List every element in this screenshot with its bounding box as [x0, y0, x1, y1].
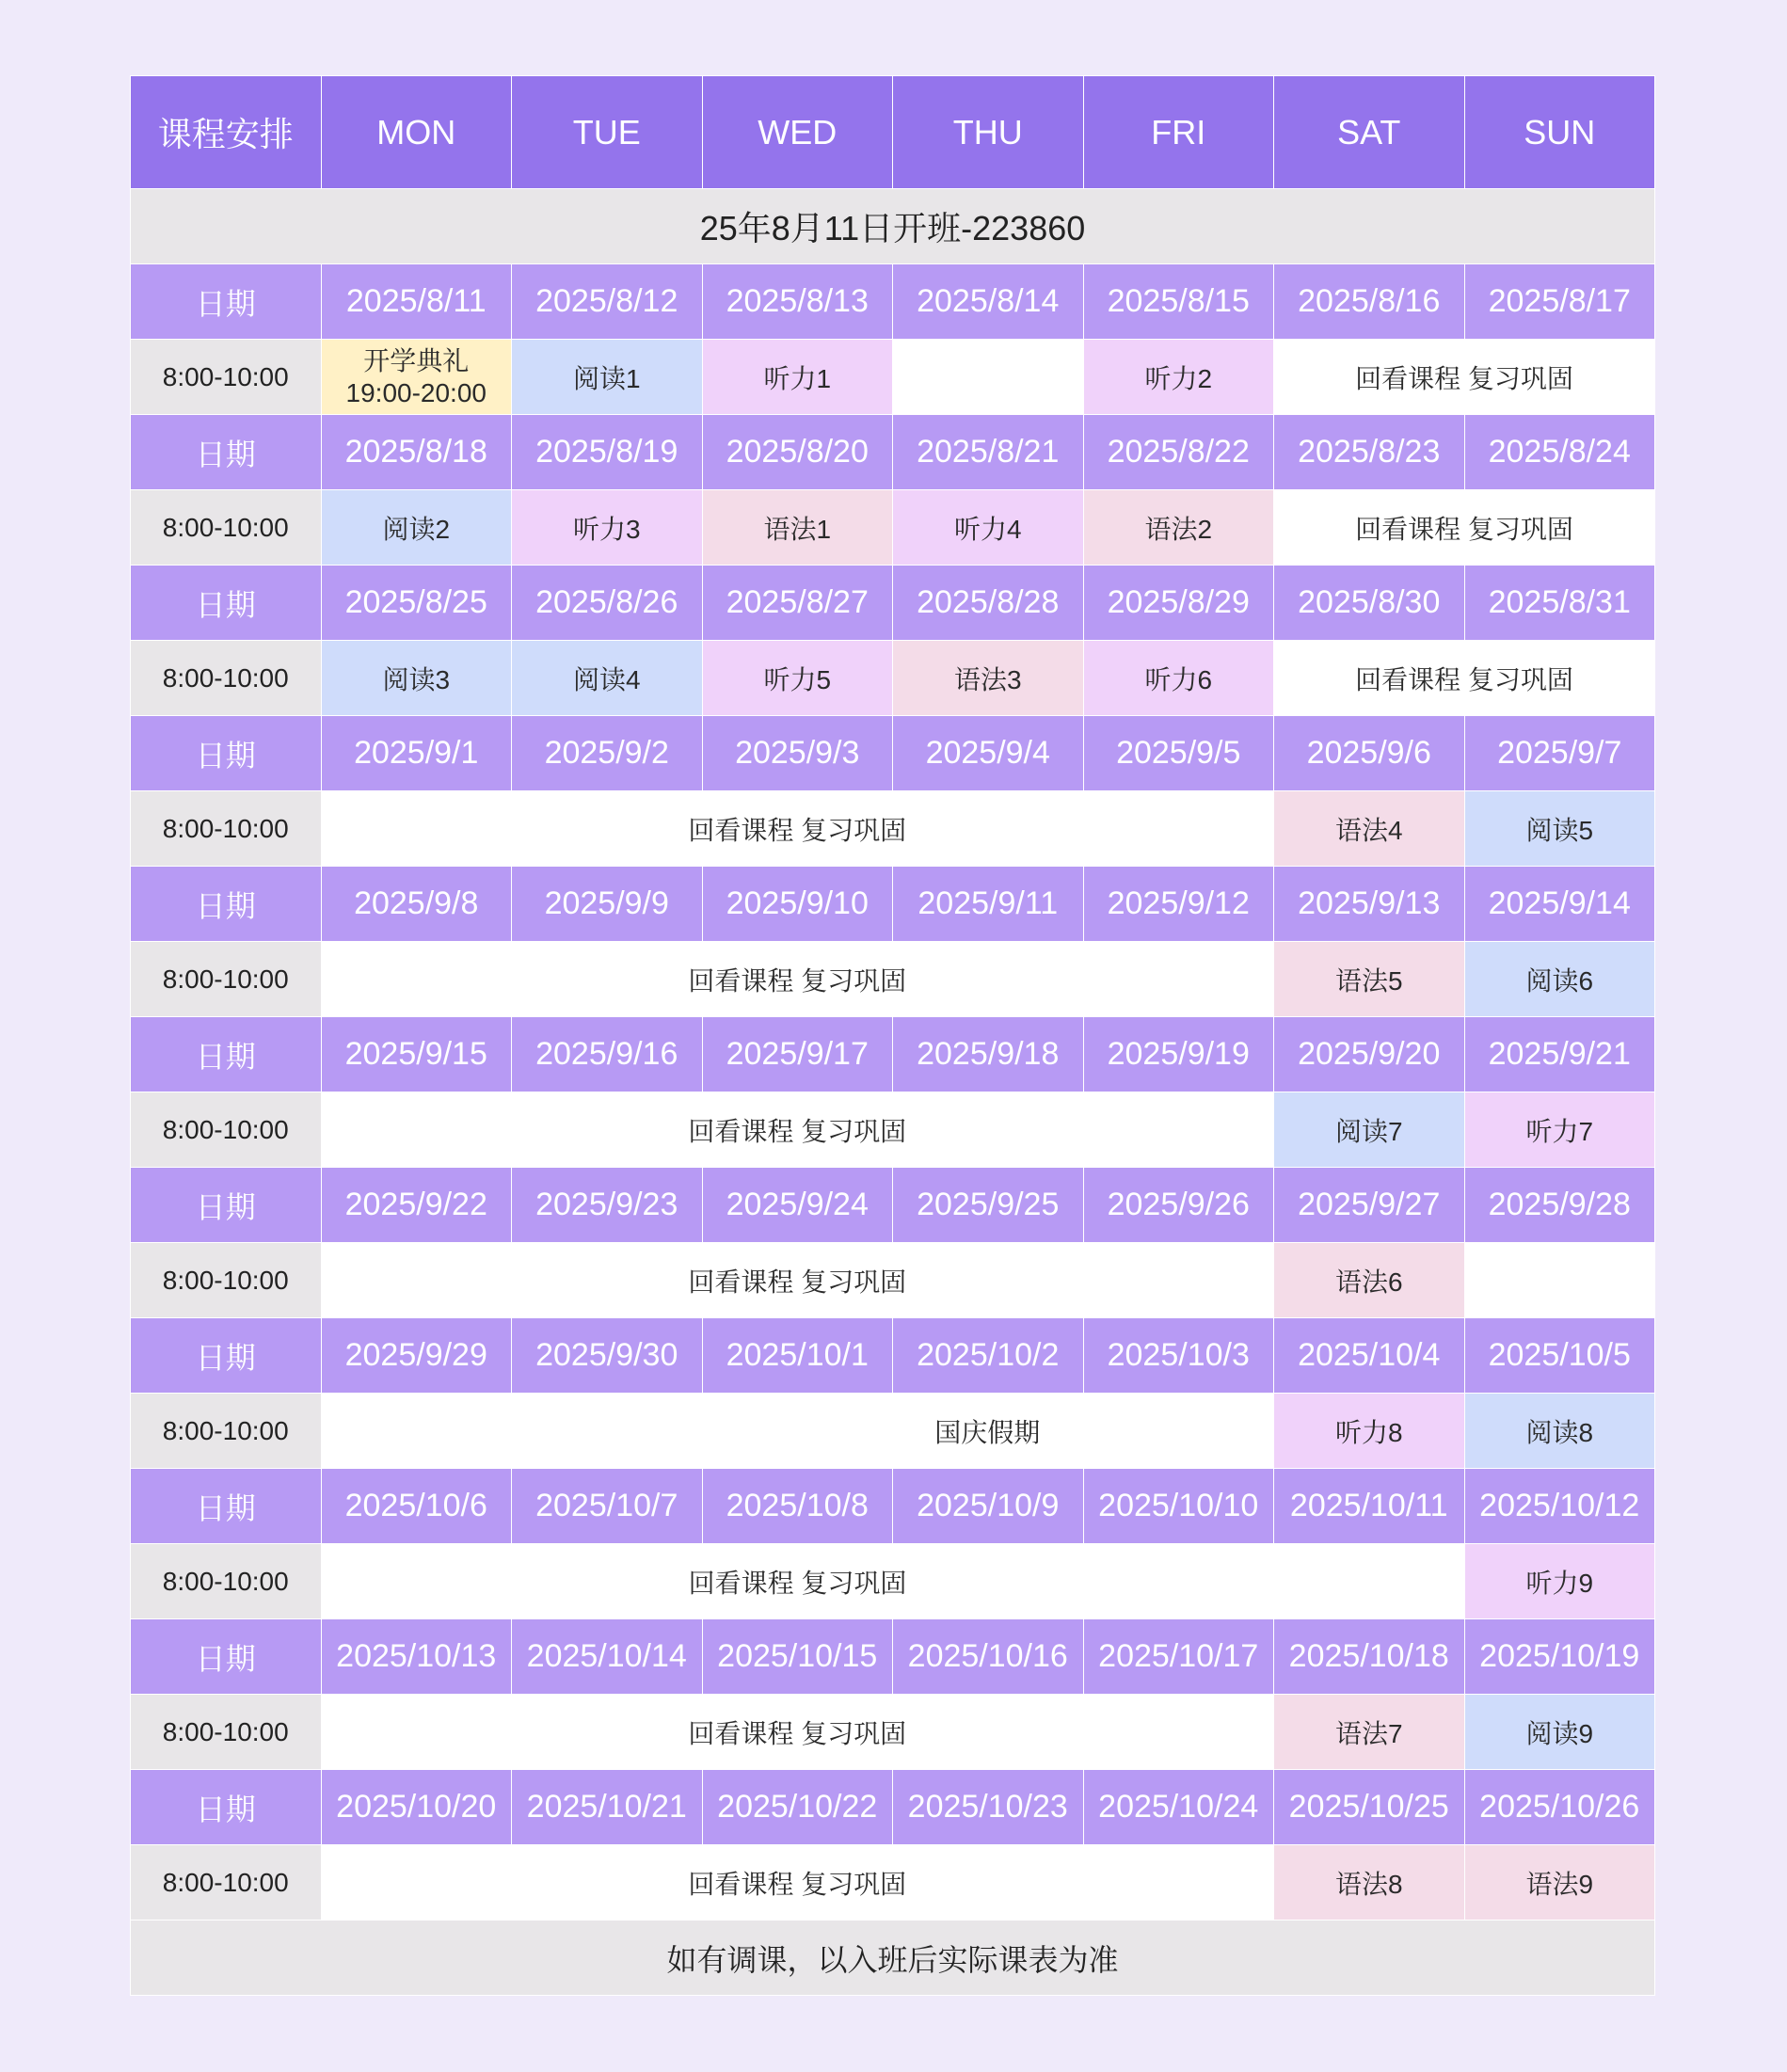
date-cell: 2025/10/4 — [1274, 1318, 1465, 1394]
empty-cell — [893, 340, 1084, 415]
class-cell-grammar: 语法1 — [702, 490, 893, 566]
date-cell: 2025/10/24 — [1083, 1770, 1274, 1845]
date-cell: 2025/8/20 — [702, 415, 893, 490]
date-cell: 2025/10/8 — [702, 1469, 893, 1544]
date-cell: 2025/10/7 — [512, 1469, 703, 1544]
class-cell-reading: 阅读5 — [1464, 791, 1655, 867]
class-cell-grammar: 语法2 — [1083, 490, 1274, 566]
date-cell: 2025/10/25 — [1274, 1770, 1465, 1845]
date-row — [131, 1017, 1655, 1092]
time-label: 8:00-10:00 — [131, 1845, 322, 1921]
date-cell: 2025/10/11 — [1274, 1469, 1465, 1544]
day-header-thu: THU — [893, 76, 1084, 189]
date-cell: 2025/10/15 — [702, 1619, 893, 1695]
date-cell: 2025/10/18 — [1274, 1619, 1465, 1695]
date-cell: 2025/9/9 — [512, 867, 703, 942]
review-cell: 回看课程 复习巩固 — [1274, 641, 1655, 716]
review-cell: 回看课程 复习巩固 — [1274, 340, 1655, 415]
class-cell-reading: 阅读8 — [1464, 1394, 1655, 1469]
date-cell: 2025/10/16 — [893, 1619, 1084, 1695]
date-cell: 2025/9/7 — [1464, 716, 1655, 791]
class-row — [131, 1695, 1655, 1770]
class-row — [131, 340, 1655, 415]
time-label: 8:00-10:00 — [131, 641, 322, 716]
date-cell: 2025/8/17 — [1464, 264, 1655, 340]
class-cell-listening: 听力1 — [702, 340, 893, 415]
date-cell: 2025/10/6 — [321, 1469, 512, 1544]
class-cell-reading: 阅读1 — [512, 340, 703, 415]
class-title: 25年8月11日开班-223860 — [131, 189, 1655, 264]
date-cell: 2025/9/30 — [512, 1318, 703, 1394]
date-cell: 2025/10/17 — [1083, 1619, 1274, 1695]
date-cell: 2025/9/4 — [893, 716, 1084, 791]
class-cell-listening: 听力3 — [512, 490, 703, 566]
class-row — [131, 1243, 1655, 1318]
date-cell: 2025/8/30 — [1274, 566, 1465, 641]
time-label: 8:00-10:00 — [131, 1243, 322, 1318]
date-cell: 2025/10/19 — [1464, 1619, 1655, 1695]
date-row — [131, 1770, 1655, 1845]
date-cell: 2025/9/19 — [1083, 1017, 1274, 1092]
date-cell: 2025/10/5 — [1464, 1318, 1655, 1394]
class-title-row — [131, 189, 1655, 264]
class-cell-reading: 阅读4 — [512, 641, 703, 716]
review-cell: 回看课程 复习巩固 — [321, 1092, 1274, 1168]
class-cell-listening: 听力8 — [1274, 1394, 1465, 1469]
date-cell: 2025/8/24 — [1464, 415, 1655, 490]
date-cell: 2025/8/29 — [1083, 566, 1274, 641]
day-header-fri: FRI — [1083, 76, 1274, 189]
footer-note-row — [131, 1921, 1655, 1996]
class-cell-reading: 阅读9 — [1464, 1695, 1655, 1770]
class-row — [131, 942, 1655, 1017]
date-cell: 2025/9/22 — [321, 1168, 512, 1243]
date-cell: 2025/10/1 — [702, 1318, 893, 1394]
date-cell: 2025/9/20 — [1274, 1017, 1465, 1092]
course-schedule-table — [130, 75, 1655, 1996]
review-cell: 回看课程 复习巩固 — [321, 1845, 1274, 1921]
review-cell: 回看课程 复习巩固 — [321, 1243, 1274, 1318]
date-cell: 2025/10/2 — [893, 1318, 1084, 1394]
class-cell-listening: 听力6 — [1083, 641, 1274, 716]
date-label: 日期 — [131, 716, 322, 791]
class-cell-reading: 阅读2 — [321, 490, 512, 566]
class-cell-grammar: 语法9 — [1464, 1845, 1655, 1921]
date-cell: 2025/9/26 — [1083, 1168, 1274, 1243]
class-cell-listening: 听力2 — [1083, 340, 1274, 415]
date-cell: 2025/8/13 — [702, 264, 893, 340]
corner-header: 课程安排 — [131, 76, 322, 189]
date-cell: 2025/9/3 — [702, 716, 893, 791]
class-row — [131, 641, 1655, 716]
date-cell: 2025/8/12 — [512, 264, 703, 340]
time-label: 8:00-10:00 — [131, 942, 322, 1017]
date-label: 日期 — [131, 1168, 322, 1243]
day-header-sun: SUN — [1464, 76, 1655, 189]
time-label: 8:00-10:00 — [131, 1544, 322, 1619]
ceremony-time: 19:00-20:00 — [345, 377, 487, 407]
date-row — [131, 867, 1655, 942]
date-cell: 2025/8/15 — [1083, 264, 1274, 340]
date-cell: 2025/9/21 — [1464, 1017, 1655, 1092]
date-cell: 2025/9/5 — [1083, 716, 1274, 791]
time-label: 8:00-10:00 — [131, 791, 322, 867]
date-row — [131, 415, 1655, 490]
date-cell: 2025/10/12 — [1464, 1469, 1655, 1544]
class-cell-listening: 听力7 — [1464, 1092, 1655, 1168]
date-cell: 2025/8/25 — [321, 566, 512, 641]
empty-cell — [1464, 1243, 1655, 1318]
date-cell: 2025/10/14 — [512, 1619, 703, 1695]
review-cell — [321, 1544, 1464, 1619]
holiday-cell — [321, 1394, 1274, 1469]
day-header-sat: SAT — [1274, 76, 1465, 189]
class-row — [131, 1394, 1655, 1469]
date-row — [131, 264, 1655, 340]
date-label: 日期 — [131, 1770, 322, 1845]
date-cell: 2025/10/9 — [893, 1469, 1084, 1544]
date-cell: 2025/8/18 — [321, 415, 512, 490]
date-cell: 2025/9/14 — [1464, 867, 1655, 942]
class-row — [131, 490, 1655, 566]
date-cell: 2025/9/15 — [321, 1017, 512, 1092]
class-row — [131, 1845, 1655, 1921]
date-label: 日期 — [131, 566, 322, 641]
date-cell: 2025/9/16 — [512, 1017, 703, 1092]
date-cell: 2025/8/22 — [1083, 415, 1274, 490]
holiday-text: 国庆假期 — [934, 1417, 1041, 1447]
date-cell: 2025/10/21 — [512, 1770, 703, 1845]
class-cell-reading: 阅读6 — [1464, 942, 1655, 1017]
date-cell: 2025/9/24 — [702, 1168, 893, 1243]
review-cell: 回看课程 复习巩固 — [321, 791, 1274, 867]
time-label: 8:00-10:00 — [131, 340, 322, 415]
date-cell: 2025/9/18 — [893, 1017, 1084, 1092]
date-cell: 2025/9/6 — [1274, 716, 1465, 791]
date-cell: 2025/9/8 — [321, 867, 512, 942]
date-cell: 2025/9/23 — [512, 1168, 703, 1243]
date-cell: 2025/8/27 — [702, 566, 893, 641]
date-label: 日期 — [131, 867, 322, 942]
date-cell: 2025/9/25 — [893, 1168, 1084, 1243]
review-text: 回看课程 复习巩固 — [688, 1568, 907, 1598]
class-row — [131, 791, 1655, 867]
time-label: 8:00-10:00 — [131, 1092, 322, 1168]
date-cell: 2025/8/26 — [512, 566, 703, 641]
class-cell-listening: 听力4 — [893, 490, 1084, 566]
date-cell: 2025/9/10 — [702, 867, 893, 942]
date-cell: 2025/8/11 — [321, 264, 512, 340]
date-label: 日期 — [131, 1469, 322, 1544]
date-cell: 2025/8/31 — [1464, 566, 1655, 641]
review-cell: 回看课程 复习巩固 — [1274, 490, 1655, 566]
class-cell-grammar: 语法3 — [893, 641, 1084, 716]
opening-ceremony-cell — [321, 340, 512, 415]
ceremony-title: 开学典礼 — [363, 345, 470, 375]
date-label: 日期 — [131, 1619, 322, 1695]
date-cell: 2025/8/23 — [1274, 415, 1465, 490]
date-cell: 2025/10/3 — [1083, 1318, 1274, 1394]
date-cell: 2025/10/26 — [1464, 1770, 1655, 1845]
class-cell-grammar: 语法6 — [1274, 1243, 1465, 1318]
date-cell: 2025/10/23 — [893, 1770, 1084, 1845]
date-cell: 2025/10/10 — [1083, 1469, 1274, 1544]
class-cell-grammar: 语法4 — [1274, 791, 1465, 867]
date-cell: 2025/9/1 — [321, 716, 512, 791]
date-cell: 2025/9/12 — [1083, 867, 1274, 942]
class-cell-grammar: 语法7 — [1274, 1695, 1465, 1770]
date-row — [131, 716, 1655, 791]
class-cell-reading: 阅读3 — [321, 641, 512, 716]
date-cell: 2025/10/13 — [321, 1619, 512, 1695]
day-header-mon: MON — [321, 76, 512, 189]
date-cell: 2025/10/22 — [702, 1770, 893, 1845]
time-label: 8:00-10:00 — [131, 490, 322, 566]
day-header-tue: TUE — [512, 76, 703, 189]
date-row — [131, 1619, 1655, 1695]
review-cell: 回看课程 复习巩固 — [321, 942, 1274, 1017]
review-cell: 回看课程 复习巩固 — [321, 1695, 1274, 1770]
class-row — [131, 1544, 1655, 1619]
date-row — [131, 566, 1655, 641]
date-row — [131, 1168, 1655, 1243]
class-cell-listening: 听力5 — [702, 641, 893, 716]
weekday-header-row — [131, 76, 1655, 189]
class-cell-reading: 阅读7 — [1274, 1092, 1465, 1168]
date-cell: 2025/9/29 — [321, 1318, 512, 1394]
date-cell: 2025/8/21 — [893, 415, 1084, 490]
date-cell: 2025/8/16 — [1274, 264, 1465, 340]
date-cell: 2025/9/17 — [702, 1017, 893, 1092]
date-row — [131, 1469, 1655, 1544]
date-label: 日期 — [131, 1017, 322, 1092]
date-cell: 2025/9/11 — [893, 867, 1084, 942]
footer-note: 如有调课，以入班后实际课表为准 — [131, 1921, 1655, 1996]
date-cell: 2025/8/28 — [893, 566, 1084, 641]
class-row — [131, 1092, 1655, 1168]
class-cell-grammar: 语法5 — [1274, 942, 1465, 1017]
class-cell-grammar: 语法8 — [1274, 1845, 1465, 1921]
date-row — [131, 1318, 1655, 1394]
time-label: 8:00-10:00 — [131, 1695, 322, 1770]
date-cell: 2025/8/14 — [893, 264, 1084, 340]
date-label: 日期 — [131, 264, 322, 340]
date-cell: 2025/10/20 — [321, 1770, 512, 1845]
date-cell: 2025/9/27 — [1274, 1168, 1465, 1243]
day-header-wed: WED — [702, 76, 893, 189]
date-cell: 2025/9/13 — [1274, 867, 1465, 942]
class-cell-listening: 听力9 — [1464, 1544, 1655, 1619]
date-label: 日期 — [131, 415, 322, 490]
date-label: 日期 — [131, 1318, 322, 1394]
time-label: 8:00-10:00 — [131, 1394, 322, 1469]
date-cell: 2025/9/2 — [512, 716, 703, 791]
date-cell: 2025/9/28 — [1464, 1168, 1655, 1243]
date-cell: 2025/8/19 — [512, 415, 703, 490]
